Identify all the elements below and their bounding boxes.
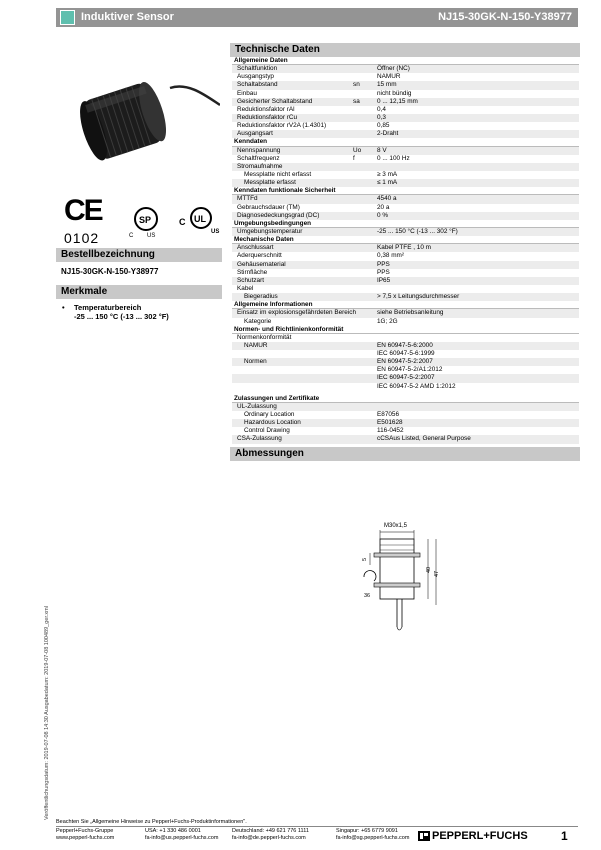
feature-item: • Temperaturbereich bbox=[62, 303, 142, 312]
dim-40: 40 bbox=[426, 566, 432, 573]
csa-us-label: US bbox=[147, 233, 156, 239]
row-label: Nennspannung bbox=[237, 146, 281, 154]
row-label: Normenkonformität bbox=[237, 333, 292, 341]
row-label: Kabel bbox=[237, 284, 254, 292]
ul-logo bbox=[179, 205, 223, 235]
row-label: Stirnfläche bbox=[237, 268, 268, 276]
table-row bbox=[232, 90, 579, 98]
footer-divider bbox=[56, 826, 578, 827]
publication-info: Veröffentlichungsdatum: 2019-07-08 14:30 Ausgabedatum: 2019-07-08 100489_ger.xml bbox=[44, 606, 50, 820]
table-row bbox=[232, 179, 579, 187]
row-label: Anschlussart bbox=[237, 244, 274, 252]
table-row bbox=[232, 106, 579, 114]
table-row bbox=[232, 261, 579, 269]
row-symbol: sn bbox=[353, 81, 360, 89]
table-row bbox=[232, 403, 579, 411]
row-label: Messplatte erfasst bbox=[244, 179, 296, 187]
table-row bbox=[232, 383, 579, 391]
ce-mark bbox=[64, 196, 102, 246]
row-value: 0 % bbox=[377, 211, 389, 219]
table-row bbox=[232, 204, 579, 212]
row-value: 1G; 2G bbox=[377, 317, 398, 325]
table-row bbox=[232, 358, 579, 366]
row-label: Control Drawing bbox=[244, 427, 290, 435]
table-section-heading: Normen- und Richtlinienkonformität bbox=[232, 326, 579, 334]
row-value: IP65 bbox=[377, 276, 391, 284]
row-label: Einbau bbox=[237, 89, 257, 97]
row-value: E501628 bbox=[377, 419, 403, 427]
table-section-heading: Allgemeine Informationen bbox=[232, 301, 579, 309]
table-row bbox=[232, 212, 579, 220]
footer-singapore-email[interactable]: fa-info@sg.pepperl-fuchs.com bbox=[336, 835, 410, 841]
row-value: nicht bündig bbox=[377, 89, 412, 97]
table-row bbox=[232, 366, 579, 374]
dim-5: 5 bbox=[362, 557, 368, 561]
row-value: 0,38 mm² bbox=[377, 252, 404, 260]
table-row bbox=[232, 114, 579, 122]
page-number: 1 bbox=[561, 829, 568, 843]
table-row bbox=[232, 269, 579, 277]
dim-thread-label: M30x1,5 bbox=[384, 523, 408, 529]
table-row bbox=[232, 244, 579, 252]
order-code: NJ15-30GK-N-150-Y38977 bbox=[61, 267, 159, 276]
row-value: E87056 bbox=[377, 411, 400, 419]
table-row bbox=[232, 252, 579, 260]
brand-logo-icon bbox=[418, 831, 430, 841]
table-row bbox=[232, 122, 579, 130]
row-value: PPS bbox=[377, 260, 390, 268]
row-value: 116-0452 bbox=[377, 427, 404, 435]
table-row bbox=[232, 228, 579, 236]
footer-usa-email[interactable]: fa-info@us.pepperl-fuchs.com bbox=[145, 835, 219, 841]
row-symbol: sa bbox=[353, 97, 360, 105]
footer-singapore: Singapur: +65 6779 9091 fa-info@sg.pepperl-fuchs.com bbox=[336, 828, 410, 841]
row-label: Hazardous Location bbox=[244, 419, 301, 427]
table-row bbox=[232, 350, 579, 358]
row-label: Schaltfunktion bbox=[237, 65, 278, 73]
row-value: 8 V bbox=[377, 146, 387, 154]
table-row bbox=[232, 411, 579, 419]
row-value: IEC 60947-5-2 AMD 1:2012 bbox=[377, 382, 456, 390]
row-value: > 7,5 x Leitungsdurchmesser bbox=[377, 293, 460, 301]
row-value: 2-Draht bbox=[377, 130, 399, 138]
row-value: -25 ... 150 °C (-13 ... 302 °F) bbox=[377, 227, 458, 235]
row-value: 20 a bbox=[377, 203, 390, 211]
brand-square-icon bbox=[60, 10, 75, 25]
tech-data-table bbox=[232, 57, 579, 444]
footer-group: Pepperl+Fuchs-Gruppe www.pepperl-fuchs.com bbox=[56, 828, 115, 841]
row-label: Diagnosedeckungsgrad (DC) bbox=[237, 211, 320, 219]
row-label: Schutzart bbox=[237, 276, 264, 284]
section-technische-daten: Technische Daten bbox=[230, 43, 580, 57]
table-row bbox=[232, 318, 579, 326]
row-label: Schaltfrequenz bbox=[237, 154, 280, 162]
row-value: 0 ... 12,15 mm bbox=[377, 97, 418, 105]
row-label: Reduktionsfaktor rAl bbox=[237, 105, 295, 113]
csa-c-label: C bbox=[129, 233, 134, 239]
table-row bbox=[232, 427, 579, 435]
table-section-heading: Kenndaten funktionale Sicherheit bbox=[232, 187, 579, 195]
row-value: ≤ 1 mA bbox=[377, 179, 398, 187]
sensor-image bbox=[70, 60, 220, 170]
footer-usa: USA: +1 330 486 0001 fa-info@us.pepperl-fuchs.com bbox=[145, 828, 219, 841]
row-value: 4540 a bbox=[377, 195, 397, 203]
row-label: Normen bbox=[244, 358, 267, 366]
row-value: 0,4 bbox=[377, 105, 386, 113]
table-row bbox=[232, 147, 579, 155]
section-bestellbezeichnung: Bestellbezeichnung bbox=[56, 248, 222, 262]
row-value: 15 mm bbox=[377, 81, 397, 89]
row-value: EN 60947-5-2/A1:2012 bbox=[377, 366, 443, 374]
footer-germany: Deutschland: +49 621 776 1111 fa-info@de.pepperl-fuchs.com bbox=[232, 828, 309, 841]
row-label: CSA-Zulassung bbox=[237, 435, 282, 443]
feature-list bbox=[62, 303, 169, 321]
row-value: 0,85 bbox=[377, 122, 390, 130]
table-row bbox=[232, 98, 579, 106]
ul-us-label: US bbox=[211, 229, 220, 235]
row-label: NAMUR bbox=[244, 341, 268, 349]
table-row bbox=[232, 435, 579, 443]
row-label: Reduktionsfaktor rCu bbox=[237, 113, 298, 121]
row-label: Gesicherter Schaltabstand bbox=[237, 97, 313, 105]
feature-item-value: -25 ... 150 °C (-13 ... 302 °F) bbox=[74, 312, 169, 321]
row-label: Reduktionsfaktor rV2A (1.4301) bbox=[237, 122, 327, 130]
row-label: Kategorie bbox=[244, 317, 272, 325]
table-row bbox=[232, 65, 579, 73]
table-row bbox=[232, 342, 579, 350]
row-label: Einsatz im explosionsgefährdeten Bereich bbox=[237, 309, 357, 317]
row-value: PPS bbox=[377, 268, 390, 276]
table-section-heading: Kenndaten bbox=[232, 138, 579, 146]
table-row bbox=[232, 309, 579, 317]
document-title: Induktiver Sensor bbox=[81, 11, 174, 23]
row-label: Gebrauchsdauer (TM) bbox=[237, 203, 300, 211]
row-value: 0,3 bbox=[377, 113, 386, 121]
table-section-heading: Mechanische Daten bbox=[232, 236, 579, 244]
row-symbol: Uo bbox=[353, 146, 362, 154]
table-row bbox=[232, 277, 579, 285]
row-label: Aderquerschnitt bbox=[237, 252, 282, 260]
row-symbol: f bbox=[353, 154, 355, 162]
row-value: ≥ 3 mA bbox=[377, 170, 398, 178]
section-abmessungen: Abmessungen bbox=[230, 447, 580, 461]
table-row bbox=[232, 81, 579, 89]
brand-name: PEPPERL+FUCHS bbox=[432, 830, 528, 842]
row-label: UL-Zulassung bbox=[237, 402, 277, 410]
table-row bbox=[232, 285, 579, 293]
row-value: siehe Betriebsanleitung bbox=[377, 309, 444, 317]
row-value: Kabel PTFE , 10 m bbox=[377, 244, 431, 252]
row-label: Messplatte nicht erfasst bbox=[244, 170, 312, 178]
row-value: Öffner (NC) bbox=[377, 65, 410, 73]
dimension-drawing bbox=[350, 517, 460, 637]
table-row bbox=[232, 195, 579, 203]
dim-47: 47 bbox=[434, 570, 440, 577]
row-value: EN 60947-5-2:2007 bbox=[377, 358, 433, 366]
table-section-heading: Umgebungsbedingungen bbox=[232, 220, 579, 228]
table-section-heading: Zulassungen und Zertifikate bbox=[232, 395, 579, 403]
section-merkmale: Merkmale bbox=[56, 285, 222, 299]
row-label: Ausgangsart bbox=[237, 130, 273, 138]
row-label: Ausgangstyp bbox=[237, 73, 274, 81]
row-label: Schaltabstand bbox=[237, 81, 278, 89]
csa-logo bbox=[127, 205, 161, 239]
row-value: NAMUR bbox=[377, 73, 401, 81]
row-value: IEC 60947-5-2:2007 bbox=[377, 374, 435, 382]
row-label: MTTFd bbox=[237, 195, 258, 203]
table-row bbox=[232, 419, 579, 427]
row-value: 0 ... 100 Hz bbox=[377, 154, 410, 162]
row-value: cCSAus Listed, General Purpose bbox=[377, 435, 471, 443]
table-row bbox=[232, 155, 579, 163]
row-value: IEC 60947-5-6:1999 bbox=[377, 350, 435, 358]
model-number: NJ15-30GK-N-150-Y38977 bbox=[438, 11, 572, 23]
row-value: EN 60947-5-6:2000 bbox=[377, 341, 433, 349]
table-row bbox=[232, 163, 579, 171]
table-row bbox=[232, 334, 579, 342]
page-header bbox=[56, 8, 578, 27]
footer-note: Beachten Sie „Allgemeine Hinweise zu Pepperl+Fuchs-Produktinformationen". bbox=[56, 819, 247, 825]
table-row bbox=[232, 374, 579, 382]
ul-c-label: C bbox=[179, 217, 186, 227]
row-label: Ordinary Location bbox=[244, 411, 295, 419]
row-label: Umgebungstemperatur bbox=[237, 227, 303, 235]
svg-text:UL: UL bbox=[194, 214, 206, 224]
row-label: Stromaufnahme bbox=[237, 162, 283, 170]
footer-germany-email[interactable]: fa-info@de.pepperl-fuchs.com bbox=[232, 835, 306, 841]
table-row bbox=[232, 73, 579, 81]
table-row bbox=[232, 130, 579, 138]
table-row bbox=[232, 293, 579, 301]
footer-website-link[interactable]: www.pepperl-fuchs.com bbox=[56, 835, 115, 841]
wrench-icon bbox=[364, 571, 376, 581]
ce-notified-body: 0102 bbox=[64, 230, 100, 246]
row-label: Gehäusematerial bbox=[237, 260, 286, 268]
dim-36: 36 bbox=[364, 593, 371, 599]
row-label: Biegeradius bbox=[244, 293, 278, 301]
ce-logo: CE bbox=[64, 194, 102, 227]
svg-text:SP: SP bbox=[139, 215, 152, 225]
table-row bbox=[232, 171, 579, 179]
table-section-heading: Allgemeine Daten bbox=[232, 57, 579, 65]
